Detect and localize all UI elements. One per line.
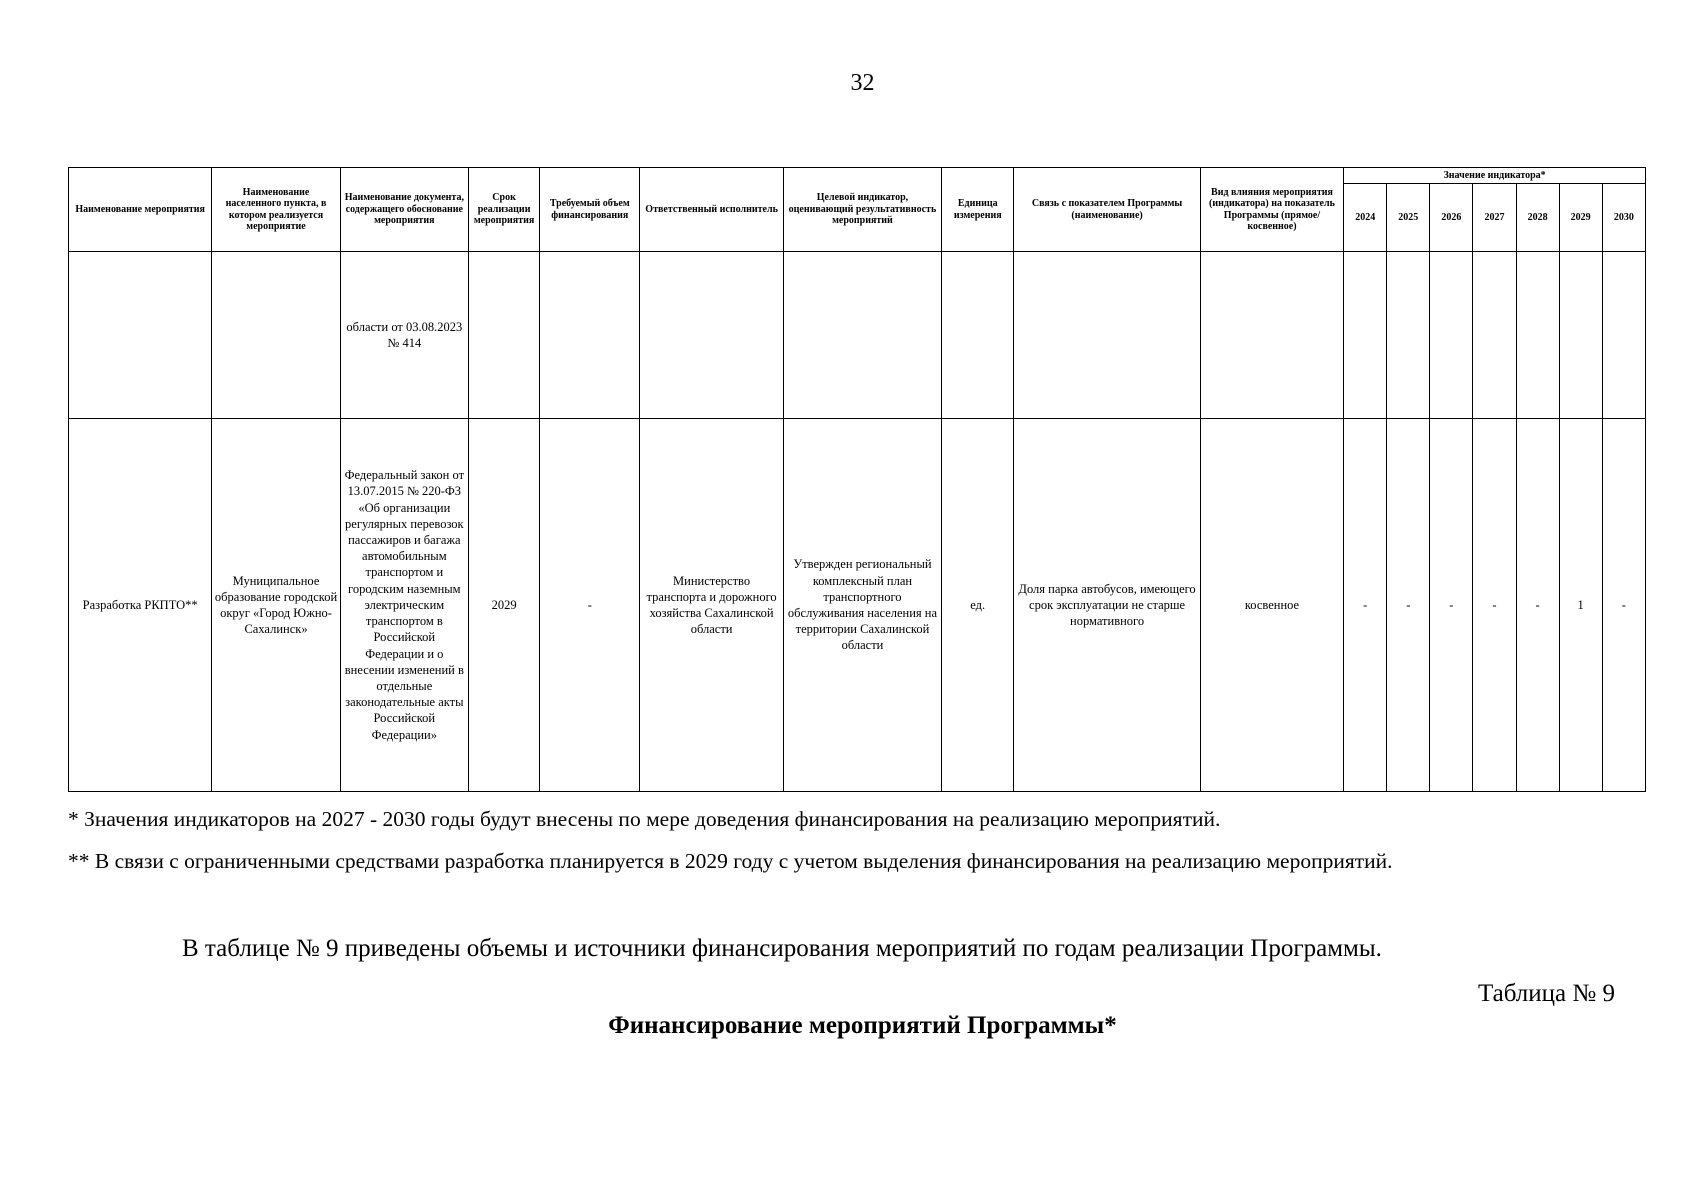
header-measure: Наименование мероприятия (69, 168, 212, 252)
header-settlement: Наименование населенного пункта, в котором реализуется мероприятие (212, 168, 340, 252)
cell-document: области от 03.08.2023 № 414 (340, 252, 468, 419)
table-row (69, 252, 1646, 419)
cell-influence (1200, 252, 1343, 419)
header-executor: Ответственный исполнитель (640, 168, 783, 252)
header-indicator: Целевой индикатор, оценивающий результативность мероприятий (783, 168, 941, 252)
cell-value (1430, 252, 1473, 419)
header-year: 2029 (1559, 184, 1602, 252)
section-title: Финансирование мероприятий Программы* (608, 1012, 1117, 1039)
indicators-table (68, 167, 1646, 792)
header-year: 2024 (1344, 184, 1387, 252)
cell-settlement: Муниципальное образование городской округ «Город Южно-Сахалинск» (212, 419, 340, 792)
cell-term: 2029 (468, 419, 539, 792)
cell-measure: Разработка РКПТО** (69, 419, 212, 792)
cell-value (1516, 252, 1559, 419)
cell-document: Федеральный закон от 13.07.2015 № 220-ФЗ «Об организации регулярных перевозок пассажиров и багажа автомобильным транспортом и городским наземным электрическим транспортом в Российской Федерации и о внесении изменений в отдельные законодательные акты Российской Федерации» (340, 419, 468, 792)
header-link: Связь с показателем Программы (наименование) (1014, 168, 1200, 252)
cell-executor: Министерство транспорта и дорожного хозяйства Сахалинской области (640, 419, 783, 792)
header-influence: Вид влияния мероприятия (индикатора) на показатель Программы (прямое/ косвенное) (1200, 168, 1343, 252)
cell-value (1602, 252, 1645, 419)
table-label: Таблица № 9 (1477, 980, 1615, 1007)
cell-value: - (1387, 419, 1430, 792)
header-year: 2027 (1473, 184, 1516, 252)
footnote-indicators: * Значения индикаторов на 2027 - 2030 годы будут внесены по мере доведения финансирования на реализацию мероприятий. (68, 807, 1221, 831)
cell-value: - (1516, 419, 1559, 792)
cell-settlement (212, 252, 340, 419)
cell-executor (640, 252, 783, 419)
cell-indicator: Утвержден региональный комплексный план транспортного обслуживания населения на территории Сахалинской области (783, 419, 941, 792)
header-term: Срок реализации мероприятия (468, 168, 539, 252)
cell-value: 1 (1559, 419, 1602, 792)
cell-value (1559, 252, 1602, 419)
cell-financing (540, 252, 640, 419)
cell-unit (942, 252, 1014, 419)
cell-financing: - (540, 419, 640, 792)
header-year: 2026 (1430, 184, 1473, 252)
cell-value: - (1602, 419, 1645, 792)
cell-value: - (1430, 419, 1473, 792)
financing-paragraph: В таблице № 9 приведены объемы и источники финансирования мероприятий по годам реализации Программы. (182, 935, 1382, 962)
header-row (69, 168, 1646, 184)
page-number: 32 (850, 70, 875, 96)
cell-value (1387, 252, 1430, 419)
cell-link: Доля парка автобусов, имеющего срок эксплуатации не старше нормативного (1014, 419, 1200, 792)
cell-value: - (1344, 419, 1387, 792)
cell-value (1473, 252, 1516, 419)
footnote-development: ** В связи с ограниченными средствами разработка планируется в 2029 году с учетом выделения финансирования на реализацию мероприятий. (68, 849, 1393, 873)
header-financing: Требуемый объем финансирования (540, 168, 640, 252)
cell-value (1344, 252, 1387, 419)
header-year: 2028 (1516, 184, 1559, 252)
header-year: 2025 (1387, 184, 1430, 252)
cell-term (468, 252, 539, 419)
cell-indicator (783, 252, 941, 419)
header-values: Значение индикатора* (1344, 168, 1646, 184)
cell-link (1014, 252, 1200, 419)
cell-unit: ед. (942, 419, 1014, 792)
header-year: 2030 (1602, 184, 1645, 252)
cell-value: - (1473, 419, 1516, 792)
table-row (69, 419, 1646, 792)
cell-influence: косвенное (1200, 419, 1343, 792)
header-unit: Единица измерения (942, 168, 1014, 252)
header-document: Наименование документа, содержащего обоснование мероприятия (340, 168, 468, 252)
cell-measure (69, 252, 212, 419)
